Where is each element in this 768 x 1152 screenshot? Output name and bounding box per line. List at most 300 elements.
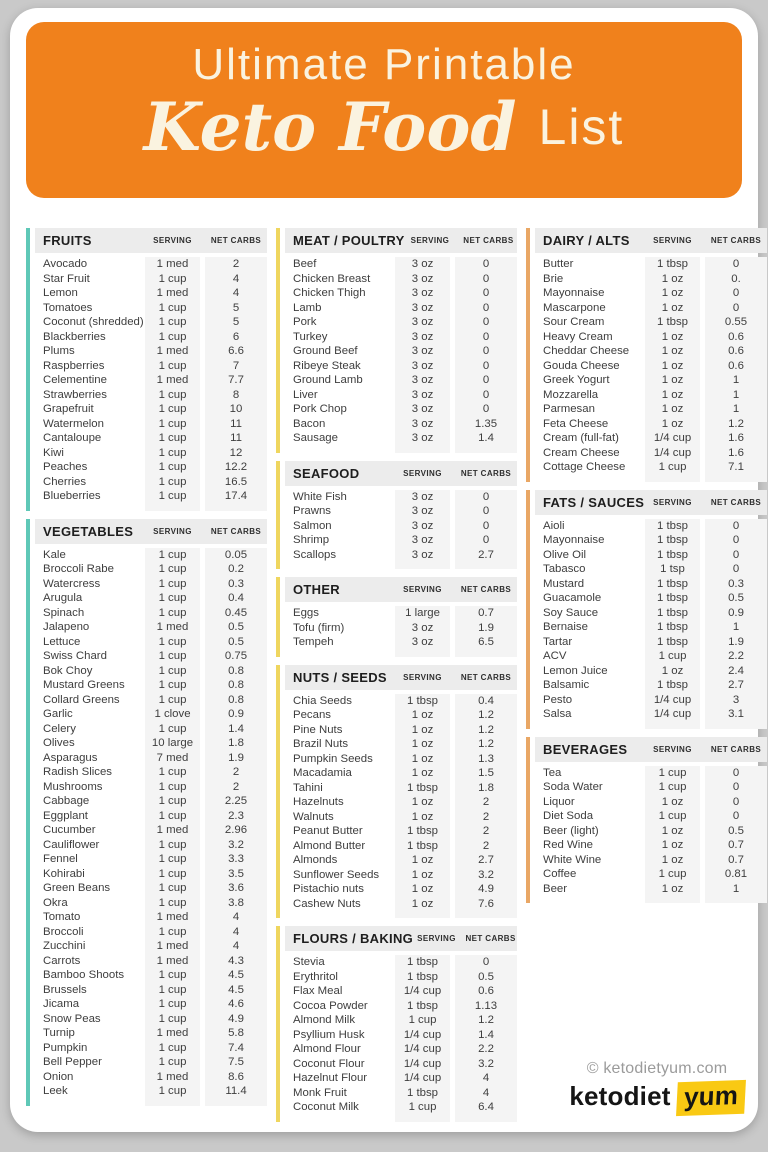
table-row <box>35 809 267 824</box>
table-row <box>35 388 267 403</box>
table-row <box>285 402 517 417</box>
section-nuts-seeds <box>276 665 517 919</box>
serving-value: 1 cup <box>145 649 200 664</box>
table-row <box>535 838 767 853</box>
net-carbs-value: 7.4 <box>205 1041 267 1056</box>
food-name: Gouda Cheese <box>543 359 620 372</box>
table-row <box>35 881 267 896</box>
serving-value: 1 cup <box>645 809 700 824</box>
serving-value: 1 tbsp <box>645 519 700 534</box>
net-carbs-value: 0 <box>705 533 767 548</box>
table-row <box>535 780 767 795</box>
food-name: Salsa <box>543 708 572 721</box>
food-name: Cantaloupe <box>43 432 102 445</box>
net-carbs-value: 4 <box>455 1071 517 1086</box>
filler-cell <box>395 1115 450 1122</box>
table-row <box>35 678 267 693</box>
food-name: Chicken Breast <box>293 272 371 285</box>
table-row <box>35 315 267 330</box>
table-row <box>35 1026 267 1041</box>
serving-value: 1 oz <box>645 388 700 403</box>
food-name: Mayonnaise <box>543 534 605 547</box>
net-carbs-value: 0 <box>455 955 517 970</box>
food-name: Lamb <box>293 301 322 314</box>
net-carbs-value: 0 <box>455 257 517 272</box>
serving-value: 1 med <box>145 910 200 925</box>
net-carbs-value: 1 <box>705 373 767 388</box>
food-name: Cream Cheese <box>543 446 620 459</box>
net-carbs-value: 0.75 <box>205 649 267 664</box>
net-carbs-value: 4.9 <box>205 1012 267 1027</box>
net-carbs-value: 0.5 <box>705 824 767 839</box>
table-row <box>35 257 267 272</box>
net-carbs-value: 1.2 <box>455 708 517 723</box>
serving-value: 3 oz <box>395 635 450 650</box>
table-row <box>35 664 267 679</box>
serving-value: 1/4 cup <box>395 984 450 999</box>
table-row <box>285 970 517 985</box>
filler-cell <box>645 896 700 903</box>
table-row <box>535 853 767 868</box>
net-carbs-value: 2.3 <box>205 809 267 824</box>
food-name: Tofu (firm) <box>293 621 345 634</box>
serving-value: 1 cup <box>145 678 200 693</box>
serving-value: 1 oz <box>395 882 450 897</box>
food-name: Cocoa Powder <box>293 999 368 1012</box>
section-body <box>535 253 767 482</box>
food-name: Sausage <box>293 432 338 445</box>
serving-value: 1 tbsp <box>395 694 450 709</box>
serving-value: 1 tbsp <box>645 533 700 548</box>
serving-value: 1 oz <box>645 272 700 287</box>
net-carbs-value: 1.35 <box>455 417 517 432</box>
net-carbs-value: 11.4 <box>205 1084 267 1099</box>
table-row <box>285 1013 517 1028</box>
section-body <box>35 253 267 511</box>
net-carbs-value: 7.1 <box>705 460 767 475</box>
serving-value: 1 cup <box>645 867 700 882</box>
table-row <box>535 606 767 621</box>
table-row <box>285 882 517 897</box>
table-row <box>35 649 267 664</box>
food-name: Balsamic <box>543 679 590 692</box>
serving-value: 1 tbsp <box>645 635 700 650</box>
net-carbs-value: 1.3 <box>455 752 517 767</box>
net-carbs-value: 3.2 <box>455 868 517 883</box>
table-row <box>535 446 767 461</box>
net-carbs-value: 0 <box>705 562 767 577</box>
net-carbs-column-header: NET CARBS <box>210 526 262 536</box>
food-name: Prawns <box>293 505 331 518</box>
serving-value: 3 oz <box>395 548 450 563</box>
table-row <box>285 388 517 403</box>
table-row <box>35 925 267 940</box>
serving-value: 1 cup <box>145 664 200 679</box>
net-carbs-value: 0 <box>455 504 517 519</box>
table-row <box>35 606 267 621</box>
net-carbs-value: 0 <box>455 533 517 548</box>
food-name: Arugula <box>43 592 83 605</box>
food-name: Tahini <box>293 781 323 794</box>
net-carbs-value: 3.8 <box>205 896 267 911</box>
food-name: Zucchini <box>43 940 86 953</box>
table-row <box>35 591 267 606</box>
net-carbs-value: 1.2 <box>455 723 517 738</box>
food-name: Blackberries <box>43 330 106 343</box>
net-carbs-value: 1 <box>705 882 767 897</box>
food-name: Ground Beef <box>293 345 358 358</box>
net-carbs-value: 0 <box>705 548 767 563</box>
net-carbs-value: 0 <box>455 330 517 345</box>
net-carbs-value: 2 <box>205 780 267 795</box>
table-row <box>35 620 267 635</box>
table-row <box>35 562 267 577</box>
serving-value: 1/4 cup <box>645 431 700 446</box>
section-header-row <box>535 490 767 515</box>
serving-value: 1 oz <box>645 301 700 316</box>
table-row <box>535 635 767 650</box>
net-carbs-value: 4.3 <box>205 954 267 969</box>
serving-value: 1 med <box>145 1070 200 1085</box>
food-name: Pine Nuts <box>293 723 343 736</box>
table-row <box>285 766 517 781</box>
table-row <box>35 780 267 795</box>
food-name: Brazil Nuts <box>293 738 349 751</box>
table-row <box>35 344 267 359</box>
filler-cell <box>285 650 395 657</box>
net-carbs-value: 2 <box>205 765 267 780</box>
serving-column-header: SERVING <box>153 526 192 536</box>
food-name: Tabasco <box>543 563 586 576</box>
serving-value: 1 cup <box>145 838 200 853</box>
table-row <box>535 678 767 693</box>
food-name: Kiwi <box>43 446 64 459</box>
serving-value: 1/4 cup <box>395 1042 450 1057</box>
section-title: NUTS / SEEDS <box>293 669 387 685</box>
net-carbs-value: 0.5 <box>205 635 267 650</box>
table-row <box>285 1086 517 1101</box>
table-row <box>285 286 517 301</box>
serving-column-header: SERVING <box>403 468 442 478</box>
net-carbs-value: 1.2 <box>705 417 767 432</box>
food-name: Grapefruit <box>43 403 94 416</box>
table-row <box>285 737 517 752</box>
food-name: Hazelnuts <box>293 796 344 809</box>
net-carbs-value: 0 <box>455 359 517 374</box>
table-row <box>535 301 767 316</box>
table-row <box>285 795 517 810</box>
serving-value: 3 oz <box>395 301 450 316</box>
net-carbs-value: 2.96 <box>205 823 267 838</box>
serving-value: 1 cup <box>145 388 200 403</box>
serving-column-header: SERVING <box>653 236 692 245</box>
food-name: Cauliflower <box>43 838 100 851</box>
food-name: Celery <box>43 722 76 735</box>
net-carbs-value: 0 <box>455 344 517 359</box>
net-carbs-value: 0 <box>705 809 767 824</box>
filler-cell <box>285 1115 395 1122</box>
net-carbs-value: 0.7 <box>705 853 767 868</box>
table-row <box>35 548 267 563</box>
serving-value: 1 cup <box>145 722 200 737</box>
net-carbs-value: 5 <box>205 301 267 316</box>
serving-value: 1 oz <box>645 853 700 868</box>
serving-value: 1 oz <box>395 795 450 810</box>
serving-value: 1 cup <box>145 693 200 708</box>
food-name: Raspberries <box>43 359 105 372</box>
food-name: Beer (light) <box>543 824 599 837</box>
table-row <box>35 431 267 446</box>
table-row <box>285 1057 517 1072</box>
food-name: Pork Chop <box>293 403 347 416</box>
net-carbs-value: 0.7 <box>455 606 517 621</box>
table-row <box>35 707 267 722</box>
table-row <box>285 853 517 868</box>
food-name: Asparagus <box>43 751 98 764</box>
section-header-row <box>285 577 517 602</box>
net-carbs-column-header: NET CARBS <box>710 744 762 754</box>
serving-value: 1 tbsp <box>645 591 700 606</box>
net-carbs-value: 3.1 <box>705 707 767 722</box>
serving-value: 1 tbsp <box>395 970 450 985</box>
band-filler <box>35 1099 267 1106</box>
food-name: Swiss Chard <box>43 650 107 663</box>
table-row <box>535 417 767 432</box>
serving-value: 3 oz <box>395 402 450 417</box>
band-filler <box>285 562 517 569</box>
food-name: Erythritol <box>293 970 338 983</box>
net-carbs-value: 16.5 <box>205 475 267 490</box>
net-carbs-value: 1 <box>705 620 767 635</box>
serving-value: 1 med <box>145 823 200 838</box>
food-name: Heavy Cream <box>543 330 613 343</box>
food-name: Plums <box>43 345 75 358</box>
net-carbs-value: 7.6 <box>455 897 517 912</box>
serving-value: 1 cup <box>145 606 200 621</box>
serving-value: 1/4 cup <box>645 446 700 461</box>
title-keto-food: Keto Food <box>143 88 517 166</box>
serving-value: 1 oz <box>645 664 700 679</box>
table-row <box>535 359 767 374</box>
net-carbs-value: 11 <box>205 417 267 432</box>
title-line2 <box>26 86 742 169</box>
table-row <box>285 330 517 345</box>
table-row <box>285 694 517 709</box>
serving-value: 1 med <box>145 1026 200 1041</box>
table-row <box>535 824 767 839</box>
net-carbs-value: 0.05 <box>205 548 267 563</box>
column-fruits-vegetables <box>26 228 267 1114</box>
table-row <box>535 431 767 446</box>
food-name: Snow Peas <box>43 1012 101 1025</box>
band-filler <box>35 504 267 511</box>
net-carbs-value: 1.8 <box>455 781 517 796</box>
serving-value: 1 cup <box>145 489 200 504</box>
filler-cell <box>285 911 395 918</box>
table-row <box>535 388 767 403</box>
table-row <box>285 824 517 839</box>
food-name: Carrots <box>43 954 81 967</box>
serving-value: 1 oz <box>395 723 450 738</box>
table-row <box>35 272 267 287</box>
serving-value: 1 cup <box>645 460 700 475</box>
table-row <box>285 315 517 330</box>
net-carbs-column-header: NET CARBS <box>710 497 762 507</box>
net-carbs-column-header: NET CARBS <box>465 934 516 943</box>
serving-value: 1 med <box>145 344 200 359</box>
serving-column-header: SERVING <box>403 585 442 594</box>
food-name: Strawberries <box>43 388 107 401</box>
net-carbs-value: 2.2 <box>455 1042 517 1057</box>
food-name: Onion <box>43 1070 74 1083</box>
table-row <box>35 577 267 592</box>
net-carbs-value: 0.45 <box>205 606 267 621</box>
serving-value: 1 med <box>145 286 200 301</box>
food-name: Pistachio nuts <box>293 883 364 896</box>
food-name: Tartar <box>543 635 573 648</box>
net-carbs-value: 0.5 <box>455 970 517 985</box>
net-carbs-value: 0.2 <box>205 562 267 577</box>
table-row <box>535 664 767 679</box>
filler-cell <box>645 722 700 729</box>
net-carbs-value: 2.7 <box>455 853 517 868</box>
food-name: Lemon Juice <box>543 664 608 677</box>
net-carbs-value: 0 <box>455 301 517 316</box>
table-row <box>35 765 267 780</box>
table-row <box>285 955 517 970</box>
serving-value: 1 cup <box>145 997 200 1012</box>
food-name: Peaches <box>43 461 88 474</box>
serving-value: 1 cup <box>145 359 200 374</box>
table-row <box>285 359 517 374</box>
net-carbs-value: 0.81 <box>705 867 767 882</box>
section-title: VEGETABLES <box>43 523 134 539</box>
net-carbs-value: 7.5 <box>205 1055 267 1070</box>
table-row <box>35 867 267 882</box>
section-body <box>285 690 517 919</box>
serving-value: 1 cup <box>145 446 200 461</box>
net-carbs-value: 3.5 <box>205 867 267 882</box>
food-name: Soda Water <box>543 781 603 794</box>
table-row <box>35 736 267 751</box>
food-name: Mayonnaise <box>543 287 605 300</box>
net-carbs-column-header: NET CARBS <box>460 468 512 478</box>
net-carbs-value: 1 <box>705 402 767 417</box>
section-title: SEAFOOD <box>293 465 360 481</box>
food-name: Sour Cream <box>543 316 605 329</box>
food-name: Macadamia <box>293 767 352 780</box>
net-carbs-value: 2 <box>455 839 517 854</box>
section-title: FLOURS / BAKING <box>293 931 414 946</box>
table-row <box>535 693 767 708</box>
band-filler <box>535 722 767 729</box>
table-row <box>285 272 517 287</box>
net-carbs-value: 3.6 <box>205 881 267 896</box>
net-carbs-value: 1.4 <box>205 722 267 737</box>
food-name: Celementine <box>43 374 107 387</box>
net-carbs-value: 0.5 <box>705 591 767 606</box>
section-header-row <box>35 519 267 544</box>
serving-value: 1 cup <box>145 983 200 998</box>
table-row <box>35 896 267 911</box>
food-name: Brie <box>543 272 564 285</box>
net-carbs-value: 2.2 <box>705 649 767 664</box>
food-name: Kohirabi <box>43 867 85 880</box>
net-carbs-value: 0.9 <box>205 707 267 722</box>
serving-value: 1/4 cup <box>645 707 700 722</box>
page-card <box>10 8 762 1132</box>
section-vegetables <box>26 519 267 1106</box>
serving-value: 1 cup <box>645 649 700 664</box>
food-name: Watercress <box>43 577 101 590</box>
food-name: Okra <box>43 896 68 909</box>
serving-value: 1 tbsp <box>395 824 450 839</box>
table-row <box>35 954 267 969</box>
serving-value: 1 oz <box>645 359 700 374</box>
net-carbs-value: 4 <box>205 910 267 925</box>
section-body <box>285 602 517 657</box>
food-name: Feta Cheese <box>543 417 609 430</box>
food-name: Radish Slices <box>43 766 113 779</box>
filler-cell <box>455 446 517 453</box>
net-carbs-column-header: NET CARBS <box>460 672 512 682</box>
serving-value: 1 tbsp <box>645 257 700 272</box>
serving-value: 1 clove <box>145 707 200 722</box>
food-name: Tea <box>543 766 562 779</box>
table-row <box>535 795 767 810</box>
food-name: Jicama <box>43 998 80 1011</box>
filler-cell <box>395 911 450 918</box>
serving-value: 3 oz <box>395 431 450 446</box>
serving-value: 1 cup <box>145 402 200 417</box>
serving-value: 1 cup <box>145 1041 200 1056</box>
food-name: Almonds <box>293 854 338 867</box>
table-row <box>535 562 767 577</box>
serving-value: 1 cup <box>395 1013 450 1028</box>
filler-cell <box>145 1099 200 1106</box>
net-carbs-value: 12.2 <box>205 460 267 475</box>
serving-value: 1/4 cup <box>395 1028 450 1043</box>
section-header-row <box>285 926 517 951</box>
table-row <box>535 577 767 592</box>
net-carbs-value: 7 <box>205 359 267 374</box>
net-carbs-value: 17.4 <box>205 489 267 504</box>
food-name: Cream (full-fat) <box>543 432 619 445</box>
section-fruits <box>26 228 267 511</box>
table-row <box>535 620 767 635</box>
table-row <box>35 823 267 838</box>
table-row <box>35 1070 267 1085</box>
section-header-row <box>285 461 517 486</box>
food-name: Butter <box>543 258 574 271</box>
net-carbs-value: 3.2 <box>455 1057 517 1072</box>
table-row <box>35 1041 267 1056</box>
band-filler <box>285 1115 517 1122</box>
food-name: Turnip <box>43 1027 75 1040</box>
section-body <box>285 253 517 453</box>
table-row <box>535 707 767 722</box>
net-carbs-column-header: NET CARBS <box>460 585 512 594</box>
serving-value: 3 oz <box>395 272 450 287</box>
serving-column-header: SERVING <box>403 672 442 682</box>
serving-value: 3 oz <box>395 388 450 403</box>
net-carbs-value: 4 <box>455 1086 517 1101</box>
table-row <box>535 460 767 475</box>
net-carbs-value: 6.5 <box>455 635 517 650</box>
food-name: Coconut Flour <box>293 1057 365 1070</box>
serving-value: 3 oz <box>395 373 450 388</box>
food-name: Shrimp <box>293 534 330 547</box>
